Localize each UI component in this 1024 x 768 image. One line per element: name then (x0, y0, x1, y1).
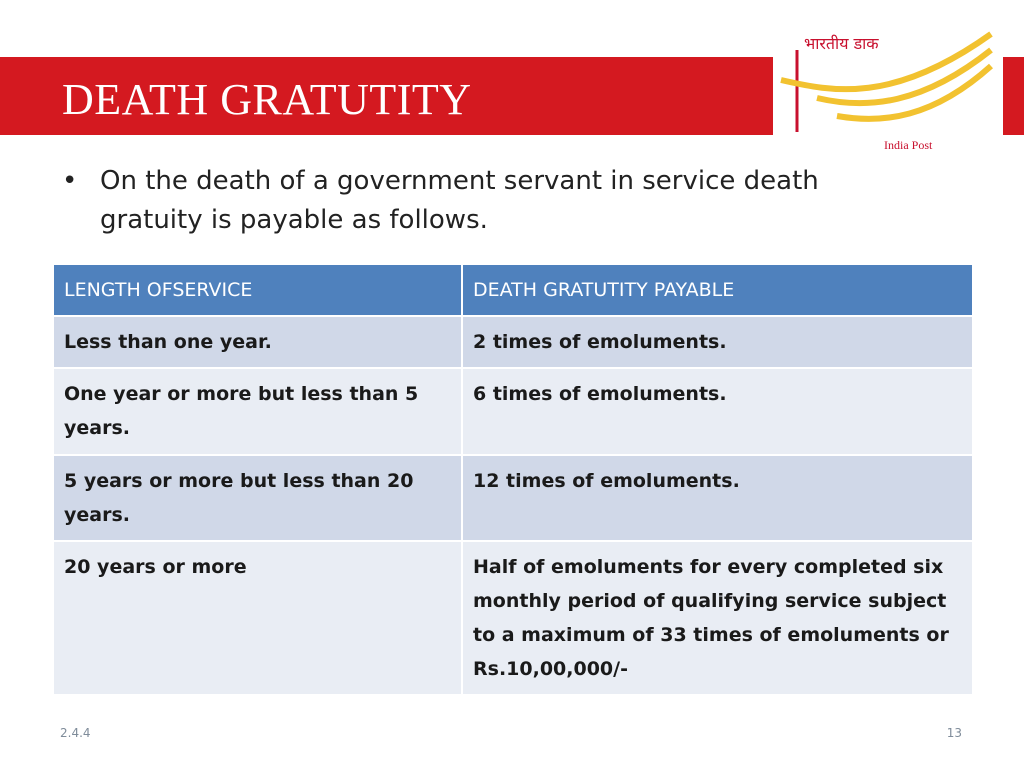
slide-title: DEATH GRATUTITY (62, 75, 472, 124)
table-cell-payable: Half of emoluments for every completed six monthly period of qualifying service subject to a maximum of 33 times of emoluments or Rs.10,00,000/- (462, 541, 973, 695)
table-row (53, 541, 973, 695)
footer-page-number: 13 (946, 726, 962, 740)
table-row (53, 455, 973, 541)
gratuity-table (52, 263, 974, 696)
header-length-of-service: LENGTH OFSERVICE (53, 264, 462, 316)
table-cell-service: 5 years or more but less than 20 years. (53, 455, 462, 541)
table-cell-service: Less than one year. (53, 316, 462, 368)
table-row (53, 368, 973, 455)
table-row (53, 316, 973, 368)
bullet-item (62, 162, 922, 240)
logo-english-text: India Post (884, 138, 933, 152)
table-cell-payable: 2 times of emoluments. (462, 316, 973, 368)
table-cell-payable: 6 times of emoluments. (462, 368, 973, 455)
table-header-row (53, 264, 973, 316)
logo-hindi-text: भारतीय डाक (804, 34, 879, 53)
bullet-marker: • (62, 166, 78, 196)
table-cell-service: One year or more but less than 5 years. (53, 368, 462, 455)
header-gratuity-payable: DEATH GRATUTITY PAYABLE (462, 264, 973, 316)
footer-section-number: 2.4.4 (60, 726, 91, 740)
table-cell-service: 20 years or more (53, 541, 462, 695)
bullet-text: On the death of a government servant in service death gratuity is payable as follows. (100, 166, 819, 235)
table-cell-payable: 12 times of emoluments. (462, 455, 973, 541)
